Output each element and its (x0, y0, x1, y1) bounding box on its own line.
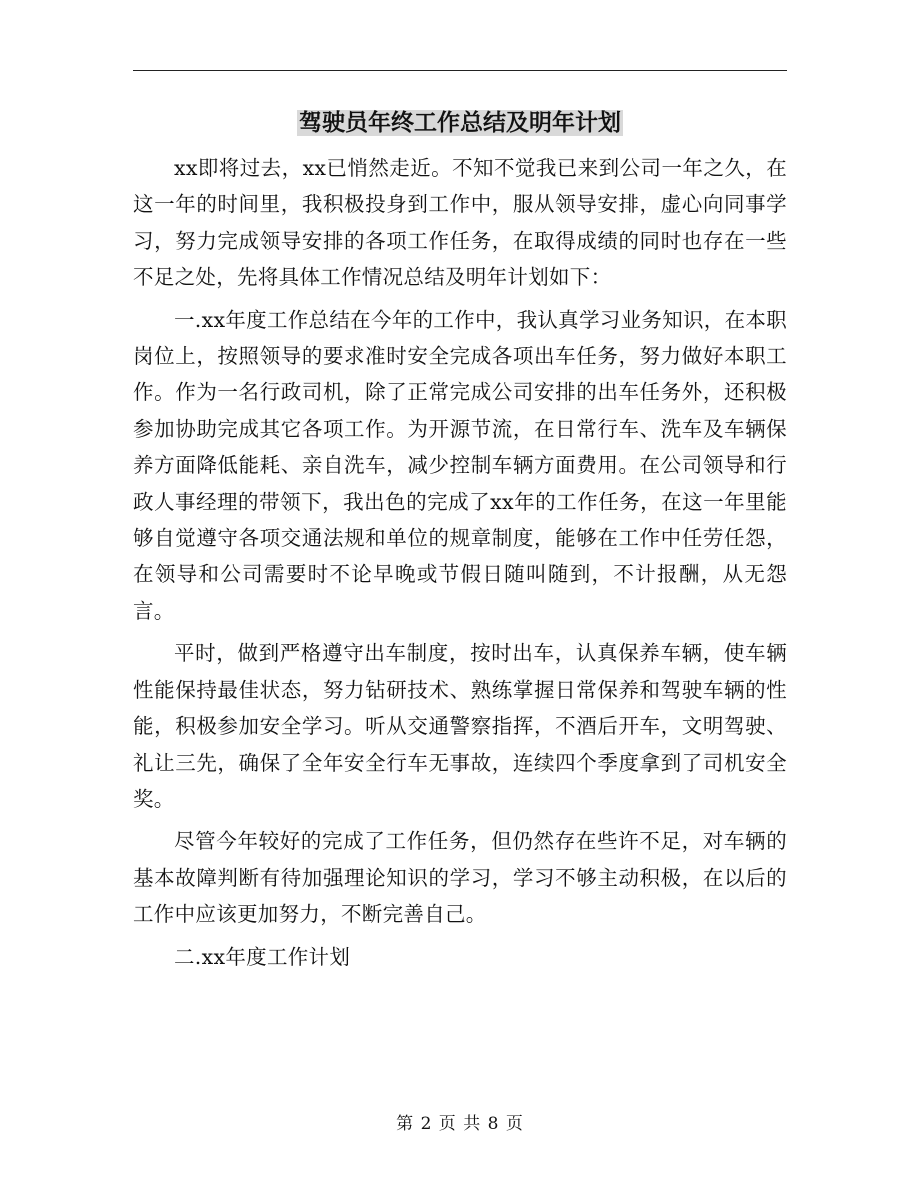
document-title-text: 驾驶员年终工作总结及明年计划 (299, 110, 621, 136)
document-title (133, 103, 787, 143)
header-rule (133, 70, 787, 71)
next-year-plan-heading: 二.xx年度工作计划 (174, 944, 351, 969)
shortcomings-paragraph: 尽管今年较好的完成了工作任务，但仍然存在些许不足，对车辆的基本故障判断有待加强理论知识的学习，学习不够主动积极，在以后的工作中应该更加努力，不断完善自己。 (133, 829, 787, 927)
intro-paragraph: xx即将过去，xx已悄然走近。不知不觉我已来到公司一年之久，在这一年的时间里，我积极投身到工作中，服从领导安排，虚心向同事学习，努力完成领导安排的各项工作任务，在取得成绩的同时也存在一些不足之处，先将具体工作情况总结及明年计划如下： (133, 156, 787, 290)
page-number-footer: 第 2 页 共 8 页 (396, 1114, 524, 1134)
annual-summary-paragraph: 一.xx年度工作总结在今年的工作中，我认真学习业务知识，在本职岗位上，按照领导的要求准时安全完成各项出车任务，努力做好本职工作。作为一名行政司机，除了正常完成公司安排的出车任务外，还积极参加协助完成其它各项工作。为开源节流，在日常行车、洗车及车辆保养方面降低能耗、亲自洗车，减少控制车辆方面费用。在公司领导和行政人事经理的带领下，我出色的完成了xx年的工作任务，在这一年里能够自觉遵守各项交通法规和单位的规章制度，能够在工作中任劳任怨，在领导和公司需要时不论早晚或节假日随叫随到，不计报酬，从无怨言。 (133, 307, 787, 623)
daily-conduct-paragraph: 平时，做到严格遵守出车制度，按时出车，认真保养车辆，使车辆性能保持最佳状态，努力钻研技术、熟练掌握日常保养和驾驶车辆的性能，积极参加安全学习。听从交通警察指挥，不酒后开车，文明驾驶、礼让三先，确保了全年安全行车无事故，连续四个季度拿到了司机安全奖。 (133, 641, 787, 811)
document-body (133, 150, 787, 981)
